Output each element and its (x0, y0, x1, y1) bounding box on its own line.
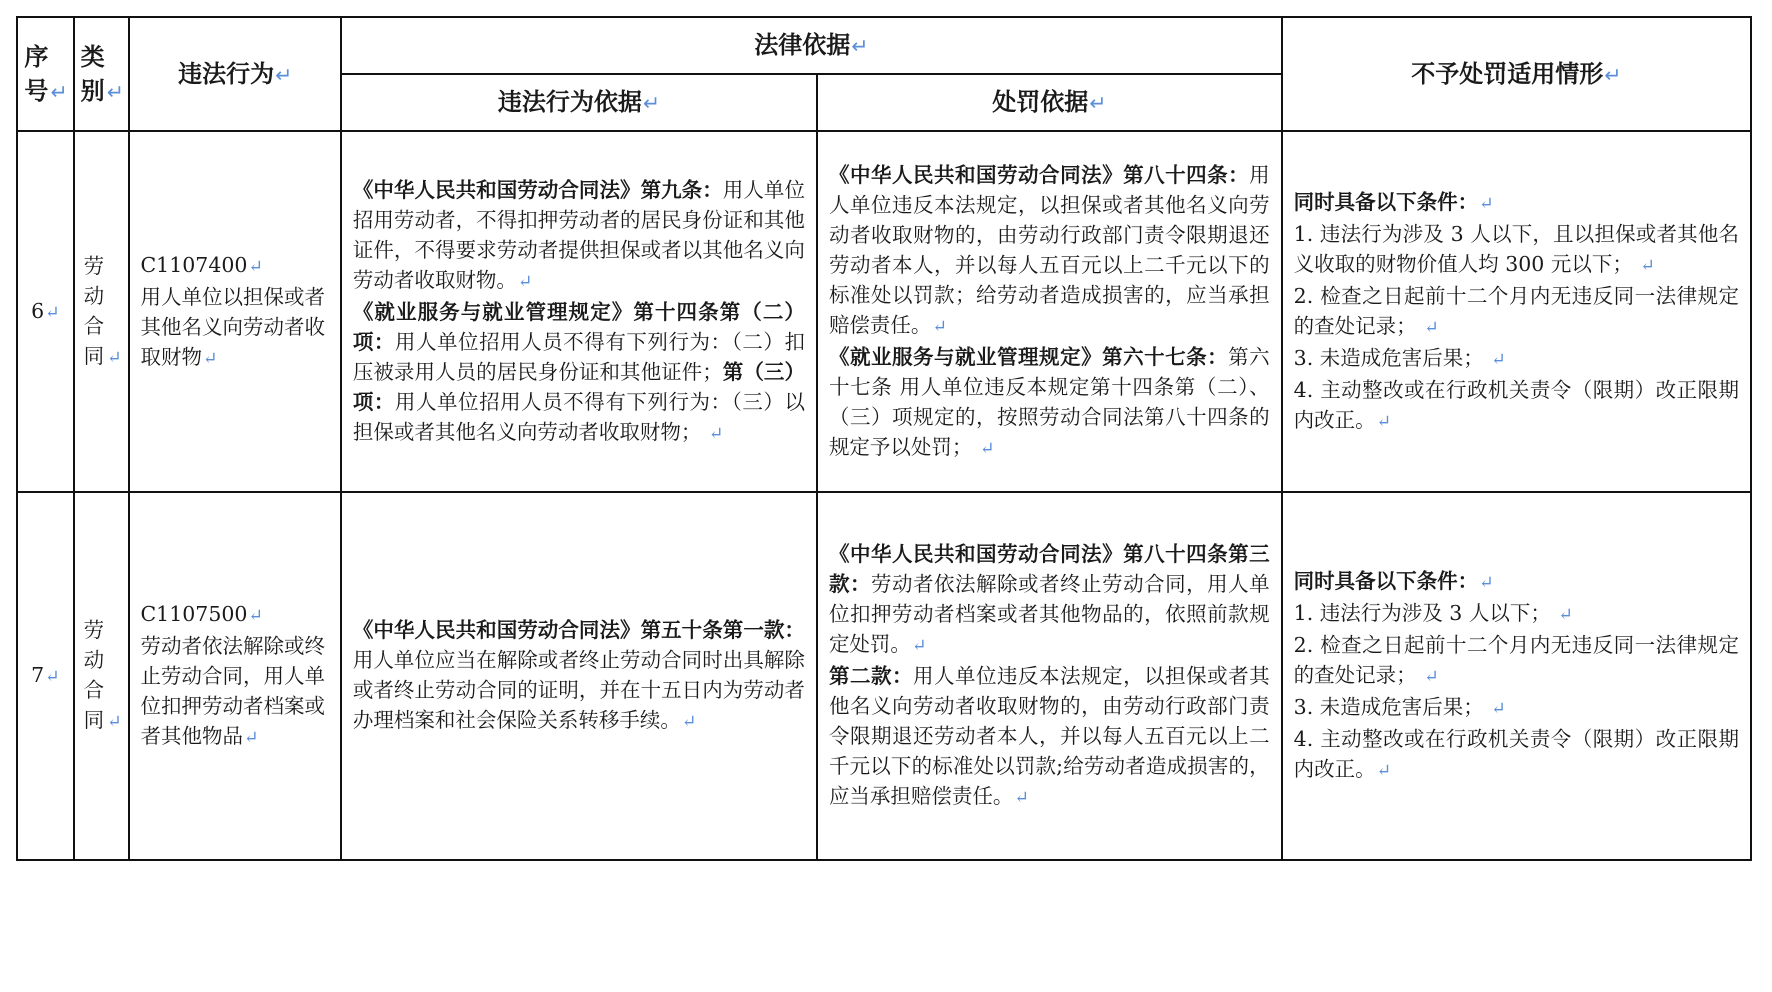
condition-item: 2. 检查之日起前十二个月内无违反同一法律规定的查处记录； ↵ (1293, 633, 1739, 687)
violation-description: 劳动者依法解除或终止劳动合同，用人单位扣押劳动者档案或者其他物品 (140, 634, 325, 748)
header-legal-basis: 法律依据↵ (341, 17, 1282, 74)
condition-item: 4. 主动整改或在行政机关责令（限期）改正限期内改正。↵ (1293, 377, 1739, 432)
row-category: 劳 动 合 同 ↵ (74, 492, 130, 860)
header-penalty-basis: 处罚依据↵ (817, 74, 1282, 131)
header-no-penalty: 不予处罚适用情形↵ (1282, 17, 1751, 131)
row-no-penalty-conditions: 同时具备以下条件：↵ 1. 违法行为涉及 3 人以下； ↵ 2. 检查之日起前十二个月内无违反同一法律规定的查处记录； ↵ 3. 未造成危害后果； ↵ 4. 主动整改或在行政机关责令（限期）改正限期内改正。↵ (1282, 492, 1751, 860)
condition-item: 4. 主动整改或在行政机关责令（限期）改正限期内改正。↵ (1293, 727, 1739, 781)
violation-description: 用人单位以担保或者其他名义向劳动者收取财物 (140, 284, 325, 369)
condition-item: 1. 违法行为涉及 3 人以下； ↵ (1293, 601, 1573, 625)
table-row (17, 492, 1751, 860)
row-category: 劳 动 合 同 ↵ (74, 131, 130, 492)
row-violation: C1107500↵ 劳动者依法解除或终止劳动合同，用人单位扣押劳动者档案或者其他物品↵ (129, 492, 340, 860)
violation-code: C1107500 (140, 602, 248, 626)
violation-code: C1107400 (140, 252, 248, 277)
header-violation-basis: 违法行为依据↵ (341, 74, 817, 131)
row-penalty-basis: 《中华人民共和国劳动合同法》第八十四条第三款：劳动者依法解除或者终止劳动合同，用人单位扣押劳动者档案或者其他物品的，依照前款规定处罚。↵ 第二款：用人单位违反本法规定，以担保或者其他名义向劳动者收取财物的，由劳动行政部门责令限期退还劳动者本人，并以每人五百元以上二千元以下的标准处以罚款;给劳动者造成损害的，应当承担赔偿责任。↵ (817, 492, 1282, 860)
header-violation: 违法行为↵ (129, 17, 340, 131)
row-penalty-basis: 《中华人民共和国劳动合同法》第八十四条：用人单位违反本法规定，以担保或者其他名义向劳动者收取财物的，由劳动行政部门责令限期退还劳动者本人，并以每人五百元以上二千元以下的标准处以罚款；给劳动者造成损害的，应当承担赔偿责任。↵ 《就业服务与就业管理规定》第六十七条：第六十七条 用人单位违反本规定第十四条第（二）、（三）项规定的，按照劳动合同法第八十四条的规定予以处罚； ↵ (817, 131, 1282, 492)
header-seq: 序 号 ↵ (17, 17, 74, 131)
row-seq: 7↵ (17, 492, 74, 860)
table-row (17, 131, 1751, 492)
condition-item: 3. 未造成危害后果； ↵ (1293, 345, 1506, 370)
row-seq: 6↵ (17, 131, 74, 492)
row-no-penalty-conditions: 同时具备以下条件：↵ 1. 违法行为涉及 3 人以下，且以担保或者其他名义收取的财物价值人均 300 元以下； ↵ 2. 检查之日起前十二个月内无违反同一法律规定的查处记录； ↵ 3. 未造成危害后果； ↵ 4. 主动整改或在行政机关责令（限期）改正限期内改正。↵ (1282, 131, 1751, 492)
condition-item: 1. 违法行为涉及 3 人以下，且以担保或者其他名义收取的财物价值人均 300 元以下； ↵ (1293, 221, 1739, 276)
penalty-exemption-table (16, 16, 1752, 861)
condition-item: 3. 未造成危害后果； ↵ (1293, 695, 1506, 719)
row-violation: C1107400↵ 用人单位以担保或者其他名义向劳动者收取财物↵ (129, 131, 340, 492)
row-violation-basis: 《中华人民共和国劳动合同法》第五十条第一款：用人单位应当在解除或者终止劳动合同时出具解除或者终止劳动合同的证明，并在十五日内为劳动者办理档案和社会保险关系转移手续。↵ (341, 492, 817, 860)
header-category: 类 别 ↵ (74, 17, 130, 131)
condition-item: 2. 检查之日起前十二个月内无违反同一法律规定的查处记录； ↵ (1293, 283, 1739, 338)
row-violation-basis: 《中华人民共和国劳动合同法》第九条：用人单位招用劳动者，不得扣押劳动者的居民身份证和其他证件，不得要求劳动者提供担保或者以其他名义向劳动者收取财物。↵ 《就业服务与就业管理规定》第十四条第（二）项：用人单位招用人员不得有下列行为：（二）扣压被录用人员的居民身份证和其他证件；第（三）项：用人单位招用人员不得有下列行为：（三）以担保或者其他名义向劳动者收取财物； ↵ (341, 131, 817, 492)
